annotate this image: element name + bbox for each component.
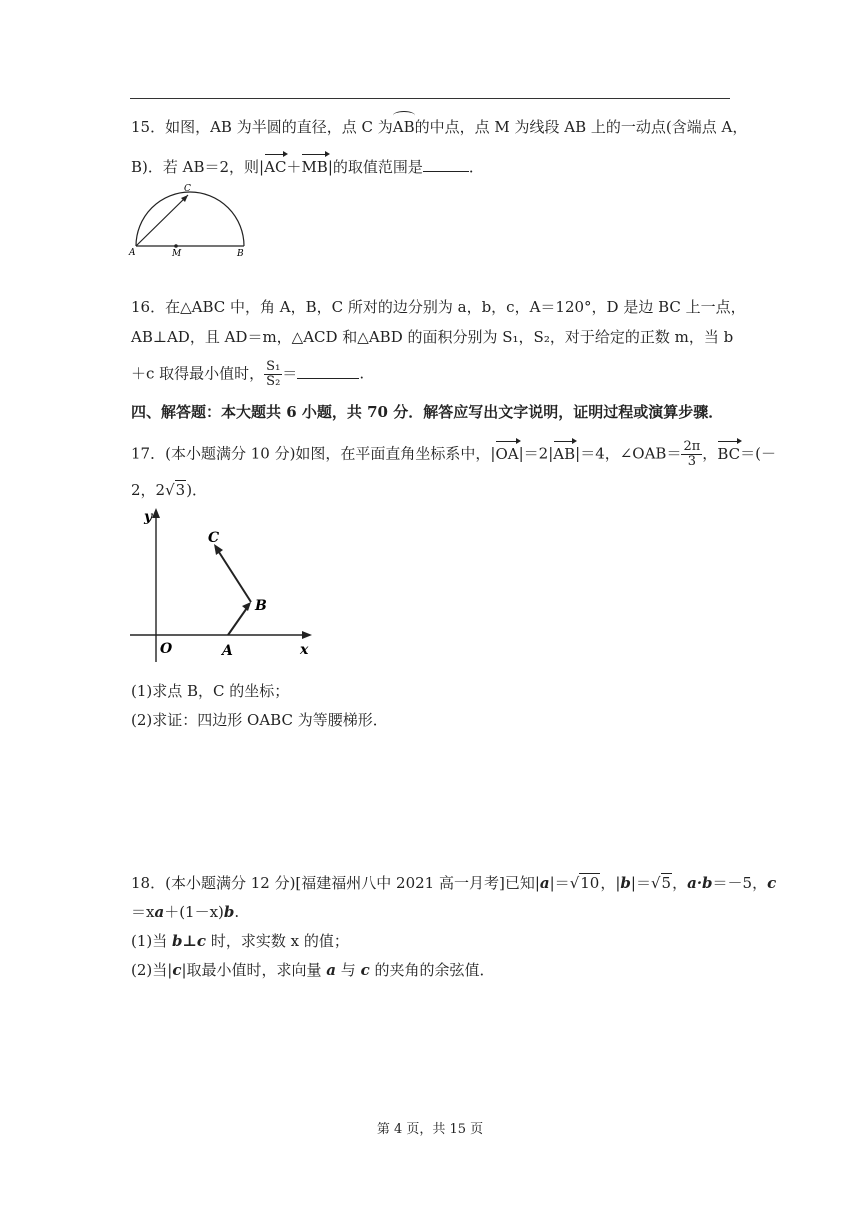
vector-ab: AB [553,444,576,463]
header-rule [130,98,730,99]
coordinate-figure [128,502,318,662]
q18-line-1: 18．(本小题满分 12 分)[福建福州八中 2021 高一月考]已知|a|＝√10，|b|＝√5，a·b＝－5，c [131,874,777,892]
fraction-2pi-3: $\frac{2\pi}{3}$ [683,439,701,469]
x-axis-arrow [302,631,312,639]
q15-line-1: 15．如图，AB 为半圆的直径，点 C 为AB的中点，点 M 为线段 AB 上的一动点(含端点 A， [131,118,748,136]
q16-line-2: AB⊥AD，且 AD＝m，△ACD 和△ABD 的面积分别为 S₁，S₂，对于给定的正数 m，当 b [131,328,734,346]
q15-line-2: B)．若 AB＝2，则|AC＋MB|的取值范围是 ． [131,158,484,176]
label-b: B [255,598,267,614]
label-c: C [184,184,191,194]
vector-oa: OA [495,444,519,463]
q18-part-1: (1)当 b⊥c 时，求实数 x 的值； [131,932,349,950]
q16-line-1: 16．在△ABC 中，角 A，B，C 所对的边分别为 a，b，c，A＝120°，D 是边 BC 上一点， [131,298,746,316]
answer-blank [423,157,469,172]
page-footer: 第 4 页，共 15 页 [376,1122,484,1137]
point-m [174,244,178,248]
label-x: x [300,642,309,658]
vector-bc-arrow [217,549,251,602]
fraction-s1-s2: $\frac{\text{S₁}}{\text{S₂}}$ [266,359,281,389]
answer-blank [297,364,359,379]
vector-ab-arrow [228,605,249,635]
label-b: B [237,249,244,259]
q18-line-2: ＝xa＋(1－x)b. [131,903,240,921]
label-o: O [160,641,173,657]
q18-part-2: (2)当|c|取最小值时，求向量 a 与 c 的夹角的余弦值． [131,961,495,979]
label-m: M [172,249,182,259]
label-a: A [129,248,136,258]
label-y: y [144,509,153,525]
section-heading: 四、解答题：本大题共 6 小题，共 70 分．解答应写出文字说明，证明过程或演算步骤． [131,403,724,421]
q17-part-1: (1)求点 B，C 的坐标； [131,682,290,700]
q17-line-2: 2，2√3)． [131,481,208,499]
semicircle-arc [136,192,244,246]
vector-bc: BC [717,444,741,463]
label-a: A [222,643,233,659]
segment-ac [136,195,188,246]
label-c: C [208,530,220,546]
arc-ab: AB [392,118,415,136]
q16-line-3: ＋c 取得最小值时， $\frac{\text{S₁}}{\text{S₂}}$ ＝ . [131,359,365,389]
semicircle-figure [126,182,256,262]
q17-line-1: 17．(本小题满分 10 分)如图，在平面直角坐标系中，|OA|＝2|AB|＝4，∠OAB＝ $\frac{2\pi}{3}$ ，BC＝(－ [131,439,776,469]
q17-part-2: (2)求证：四边形 OABC 为等腰梯形． [131,711,388,729]
vector-mb: MB [301,158,328,176]
vector-ac: AC [264,158,287,176]
y-axis-arrow [152,508,160,518]
